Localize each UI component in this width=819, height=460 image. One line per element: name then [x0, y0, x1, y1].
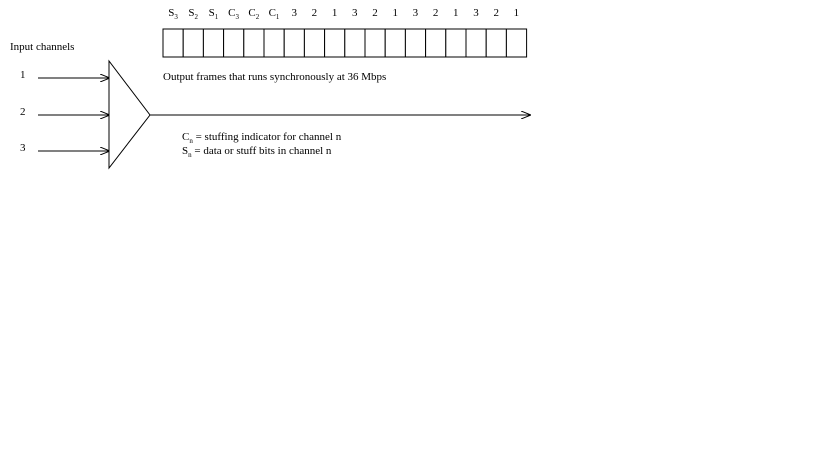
frame-header-subscript: 3: [235, 13, 240, 22]
legend-stuffing-indicator: [182, 132, 341, 145]
frame-header-main: 1: [392, 7, 398, 19]
channel-label-3: 3: [20, 142, 26, 154]
legend-symbol: C: [182, 131, 190, 143]
frame-cell: [385, 29, 405, 57]
frame-header-main: 1: [331, 7, 338, 19]
frame-header-main: S: [188, 7, 195, 19]
legend-subscript: n: [189, 137, 193, 146]
frame-cell: [244, 29, 264, 57]
frame-header-main: 3: [291, 7, 297, 19]
frame-header-label: [365, 8, 385, 19]
frame-cell: [345, 29, 365, 57]
channel-label-1: 1: [20, 69, 26, 81]
frame-header-label: [224, 8, 244, 21]
frame-header-label: [325, 8, 345, 19]
frame-cells: [163, 29, 527, 57]
frame-header-label: [183, 8, 203, 21]
frame-cell: [365, 29, 385, 57]
frame-cell: [284, 29, 304, 57]
input-channels-label: Input channels: [10, 41, 75, 53]
frame-header-main: C: [228, 7, 236, 19]
frame-header-label: [426, 8, 446, 19]
frame-header-main: 3: [473, 7, 479, 19]
frame-header-main: 2: [432, 7, 439, 19]
frame-cell: [304, 29, 324, 57]
frame-header-subscript: 1: [275, 13, 280, 22]
frame-header-label: [284, 8, 304, 19]
frame-header-label: [345, 8, 365, 19]
frame-header-main: 2: [493, 7, 499, 19]
frame-header-label: [486, 8, 506, 19]
frame-header-label: [264, 8, 284, 21]
frame-cell: [163, 29, 183, 57]
frame-header-label: [446, 8, 466, 19]
frame-header-main: C: [268, 7, 276, 19]
frame-cell: [506, 29, 526, 57]
frame-header-main: 1: [513, 7, 520, 19]
frame-cell: [426, 29, 446, 57]
frame-header-main: S: [208, 7, 215, 19]
legend-symbol: S: [182, 145, 189, 157]
frame-header-label: [506, 8, 526, 19]
frame-header-label: [163, 8, 183, 21]
frame-header-main: 2: [372, 7, 378, 19]
frame-header-label: [203, 8, 223, 21]
frame-header-main: 2: [311, 7, 318, 19]
frame-header-subscript: 2: [255, 13, 260, 22]
frame-cell: [264, 29, 284, 57]
frame-header-main: 3: [352, 7, 358, 19]
frame-cell: [446, 29, 466, 57]
channel-label-2: 2: [20, 106, 26, 118]
frame-header-label: [466, 8, 486, 19]
frame-header-label: [385, 8, 405, 19]
frame-header-label: [244, 8, 264, 21]
frame-header-subscript: 3: [174, 13, 178, 22]
frame-header-label: [405, 8, 425, 19]
frame-cell: [183, 29, 203, 57]
frame-header-subscript: 2: [194, 13, 198, 22]
frame-header-main: 3: [412, 7, 419, 19]
frame-header-main: S: [168, 7, 175, 19]
output-frames-label: Output frames that runs synchronously at 36 Mbps: [163, 71, 387, 83]
frame-header-label: [304, 8, 324, 19]
frame-header-main: 1: [453, 7, 459, 19]
multiplexer-triangle: [109, 61, 150, 168]
frame-cell: [203, 29, 223, 57]
frame-header-subscript: 1: [214, 13, 219, 22]
frame-cell: [486, 29, 506, 57]
frame-header-main: C: [248, 7, 256, 19]
legend-data-bits: [182, 146, 331, 159]
legend-text: = data or stuff bits in channel n: [191, 145, 332, 157]
frame-cell: [325, 29, 345, 57]
legend-subscript: n: [188, 151, 192, 160]
frame-cell: [466, 29, 486, 57]
legend-text: = stuffing indicator for channel n: [192, 131, 342, 143]
frame-cell: [224, 29, 244, 57]
frame-cell: [405, 29, 425, 57]
